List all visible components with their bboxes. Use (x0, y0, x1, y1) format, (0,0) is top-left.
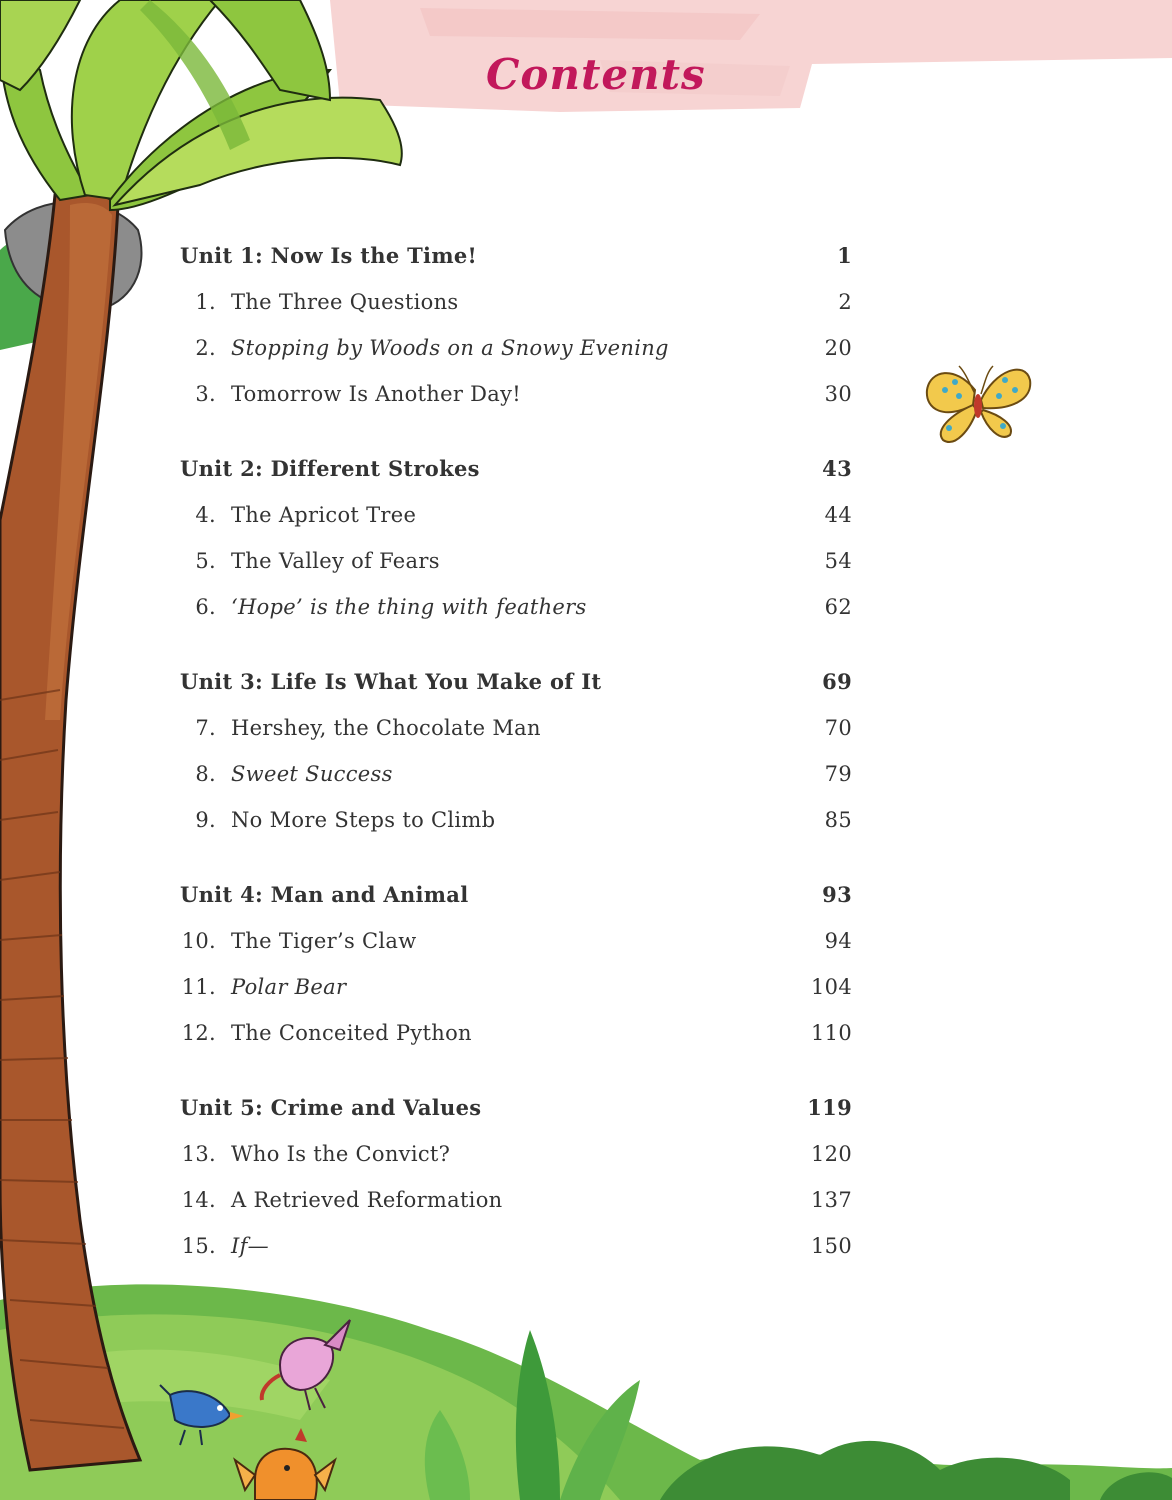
chapter-page-number: 20 (824, 336, 852, 360)
unit-heading[interactable] (180, 876, 852, 922)
unit-title: Unit 2: Different Strokes (180, 456, 480, 481)
unit-title: Unit 5: Crime and Values (180, 1095, 482, 1120)
unit-page-number: 1 (837, 243, 852, 268)
chapter-entry[interactable] (180, 755, 852, 801)
chapter-page-number: 62 (824, 595, 852, 619)
chapter-page-number: 79 (824, 762, 852, 786)
unit-section (180, 450, 852, 634)
unit-title: Unit 3: Life Is What You Make of It (180, 669, 602, 694)
chapter-number: 6. (195, 595, 216, 619)
chapter-title: A Retrieved Reformation (231, 1188, 503, 1212)
unit-page-number: 43 (822, 456, 852, 481)
chapter-number: 11. (181, 975, 216, 999)
chapter-title: The Valley of Fears (231, 549, 440, 573)
chapter-entry[interactable] (180, 329, 852, 375)
unit-heading[interactable] (180, 1089, 852, 1135)
unit-heading[interactable] (180, 450, 852, 496)
chapter-title: Who Is the Convict? (231, 1142, 451, 1166)
chapter-title: ‘Hope’ is the thing with feathers (231, 595, 587, 619)
chapter-number: 1. (195, 290, 216, 314)
chapter-entry[interactable] (180, 1181, 852, 1227)
unit-section (180, 1089, 852, 1273)
chapter-entry[interactable] (180, 801, 852, 847)
chapter-title: Polar Bear (231, 975, 347, 999)
chapter-page-number: 150 (811, 1234, 852, 1258)
chapter-entry[interactable] (180, 496, 852, 542)
unit-section (180, 663, 852, 847)
chapter-title: Tomorrow Is Another Day! (231, 382, 521, 406)
unit-page-number: 119 (807, 1095, 852, 1120)
chapter-title: The Apricot Tree (231, 503, 417, 527)
chapter-page-number: 70 (824, 716, 852, 740)
chapter-title: No More Steps to Climb (231, 808, 496, 832)
chapter-number: 7. (195, 716, 216, 740)
unit-heading[interactable] (180, 663, 852, 709)
chapter-page-number: 44 (824, 503, 852, 527)
unit-page-number: 93 (822, 882, 852, 907)
unit-section (180, 876, 852, 1060)
chapter-number: 3. (195, 382, 216, 406)
chapter-entry[interactable] (180, 1227, 852, 1273)
chapter-entry[interactable] (180, 375, 852, 421)
chapter-title: Stopping by Woods on a Snowy Evening (231, 336, 669, 360)
chapter-entry[interactable] (180, 542, 852, 588)
table-of-contents (180, 237, 852, 1302)
chapter-number: 5. (195, 549, 216, 573)
chapter-page-number: 2 (838, 290, 852, 314)
chapter-page-number: 120 (811, 1142, 852, 1166)
chapter-number: 10. (181, 929, 216, 953)
chapter-number: 4. (195, 503, 216, 527)
chapter-title: The Three Questions (231, 290, 459, 314)
chapter-title: The Conceited Python (231, 1021, 472, 1045)
chapter-number: 12. (181, 1021, 216, 1045)
chapter-number: 15. (181, 1234, 216, 1258)
title-banner (330, 0, 1172, 112)
chapter-page-number: 104 (811, 975, 852, 999)
chapter-title: If— (231, 1234, 269, 1258)
chapter-page-number: 94 (824, 929, 852, 953)
chapter-title: Hershey, the Chocolate Man (231, 716, 541, 740)
chapter-page-number: 137 (811, 1188, 852, 1212)
butterfly-icon (927, 366, 1030, 442)
chapter-number: 8. (195, 762, 216, 786)
chapter-entry[interactable] (180, 1135, 852, 1181)
chapter-page-number: 85 (824, 808, 852, 832)
chapter-entry[interactable] (180, 922, 852, 968)
chapter-entry[interactable] (180, 283, 852, 329)
chapter-number: 14. (181, 1188, 216, 1212)
unit-title: Unit 4: Man and Animal (180, 882, 469, 907)
page-title: Contents (486, 50, 706, 99)
chapter-number: 13. (181, 1142, 216, 1166)
chapter-title: The Tiger’s Claw (231, 929, 417, 953)
chapter-entry[interactable] (180, 1014, 852, 1060)
chapter-page-number: 110 (811, 1021, 852, 1045)
unit-title: Unit 1: Now Is the Time! (180, 243, 478, 268)
chapter-entry[interactable] (180, 588, 852, 634)
unit-section (180, 237, 852, 421)
chapter-entry[interactable] (180, 968, 852, 1014)
chapter-page-number: 54 (824, 549, 852, 573)
chapter-page-number: 30 (824, 382, 852, 406)
chapter-number: 9. (195, 808, 216, 832)
unit-heading[interactable] (180, 237, 852, 283)
unit-page-number: 69 (822, 669, 852, 694)
chapter-entry[interactable] (180, 709, 852, 755)
chapter-number: 2. (195, 336, 216, 360)
chapter-title: Sweet Success (231, 762, 393, 786)
